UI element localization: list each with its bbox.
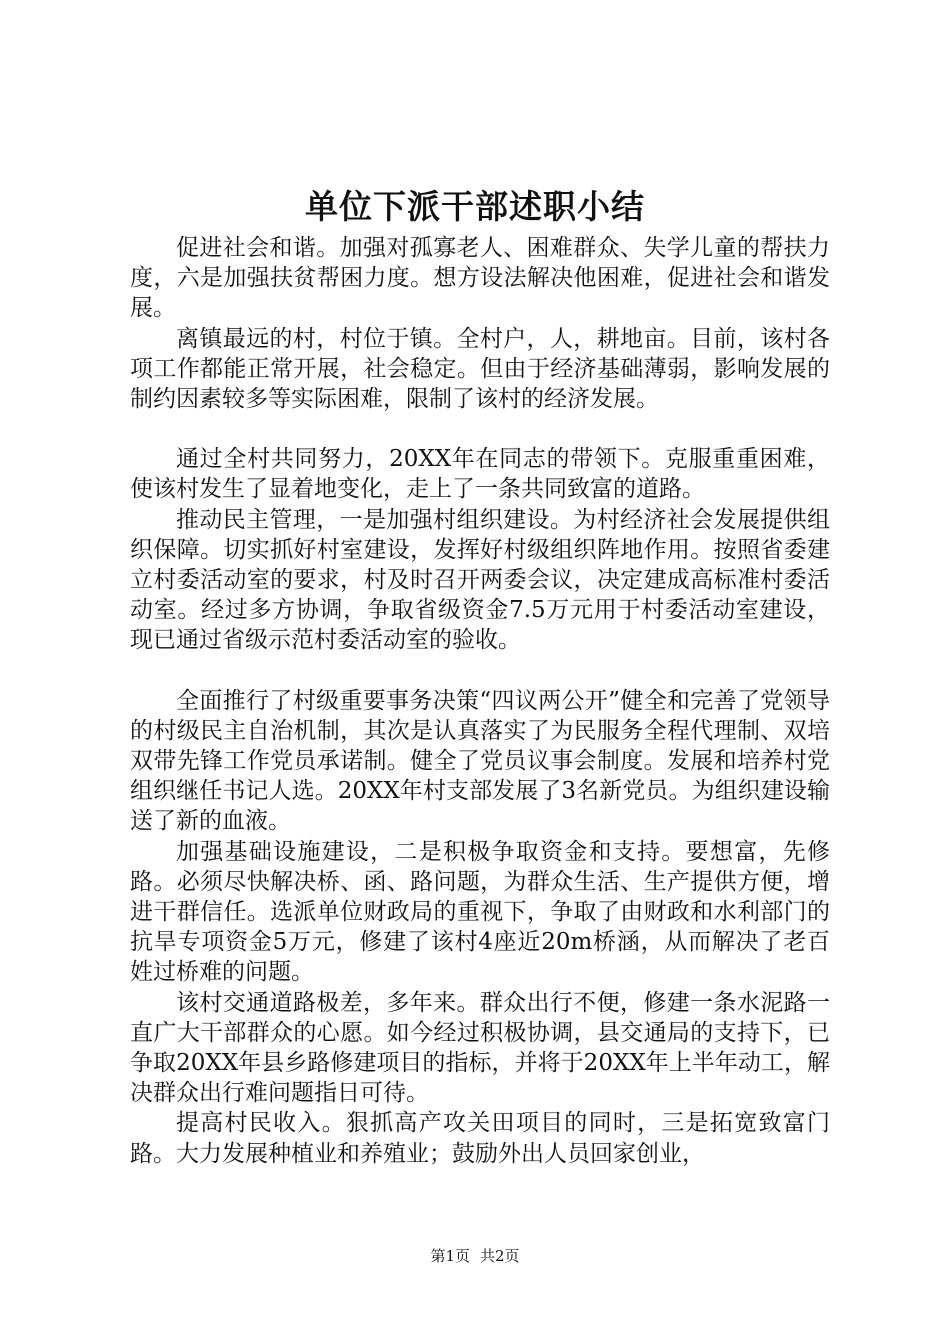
- page-footer: [0, 1246, 950, 1266]
- paragraph: 全面推行了村级重要事务决策“四议两公开”健全和完善了党领导的村级民主自治机制，其次是认真落实了为民服务全程代理制、双培双带先锋工作党员承诺制。健全了党员议事会制度。发展和培养村党组织继任书记人选。20XX年村支部发展了3名新党员。为组织建设输送了新的血液。: [130, 687, 830, 835]
- paragraph: 通过全村共同努力，20XX年在同志的带领下。克服重重困难，使该村发生了显着地变化，走上了一条共同致富的道路。: [130, 446, 830, 503]
- paragraph: 促进社会和谐。加强对孤寡老人、困难群众、失学儿童的帮扶力度，六是加强扶贫帮困力度。想方设法解决他困难，促进社会和谐发展。: [130, 235, 830, 322]
- document-body: [130, 233, 830, 1169]
- document-title: 单位下派干部述职小结: [305, 187, 645, 226]
- page-number: 第1页: [430, 1247, 470, 1265]
- paragraph: 提高村民收入。狠抓高产攻关田项目的同时，三是拓宽致富门路。大力发展种植业和养殖业；鼓励外出人员回家创业，: [130, 1110, 830, 1167]
- paragraph: 离镇最远的村，村位于镇。全村户，人，耕地亩。目前，该村各项工作都能正常开展，社会稳定。但由于经济基础薄弱，影响发展的制约因素较多等实际困难，限制了该村的经济发展。: [130, 325, 830, 413]
- paragraph: 推动民主管理，一是加强村组织建设。为村经济社会发展提供组织保障。切实抓好村室建设，发挥好村级组织阵地作用。按照省委建立村委活动室的要求，村及时召开两委会议，决定建成高标准村委活动室。经过多方协调，争取省级资金7.5万元用于村委活动室建设，现已通过省级示范村委活动室的验收。: [130, 506, 830, 654]
- page-total: 共2页: [480, 1247, 520, 1265]
- paragraph: 该村交通道路极差，多年来。群众出行不便，修建一条水泥路一直广大干部群众的心愿。如今经过积极协调，县交通局的支持下，已争取20XX年县乡路修建项目的指标，并将于20XX年上半年动工，解决群众出行难问题指日可待。: [130, 989, 830, 1107]
- paragraph: 加强基础设施建设，二是积极争取资金和支持。要想富，先修路。必须尽快解决桥、函、路问题，为群众生活、生产提供方便，增进干群信任。选派单位财政局的重视下，争取了由财政和水利部门的抗旱专项资金5万元，修建了该村4座近20m桥涵，从而解决了老百姓过桥难的问题。: [130, 838, 830, 986]
